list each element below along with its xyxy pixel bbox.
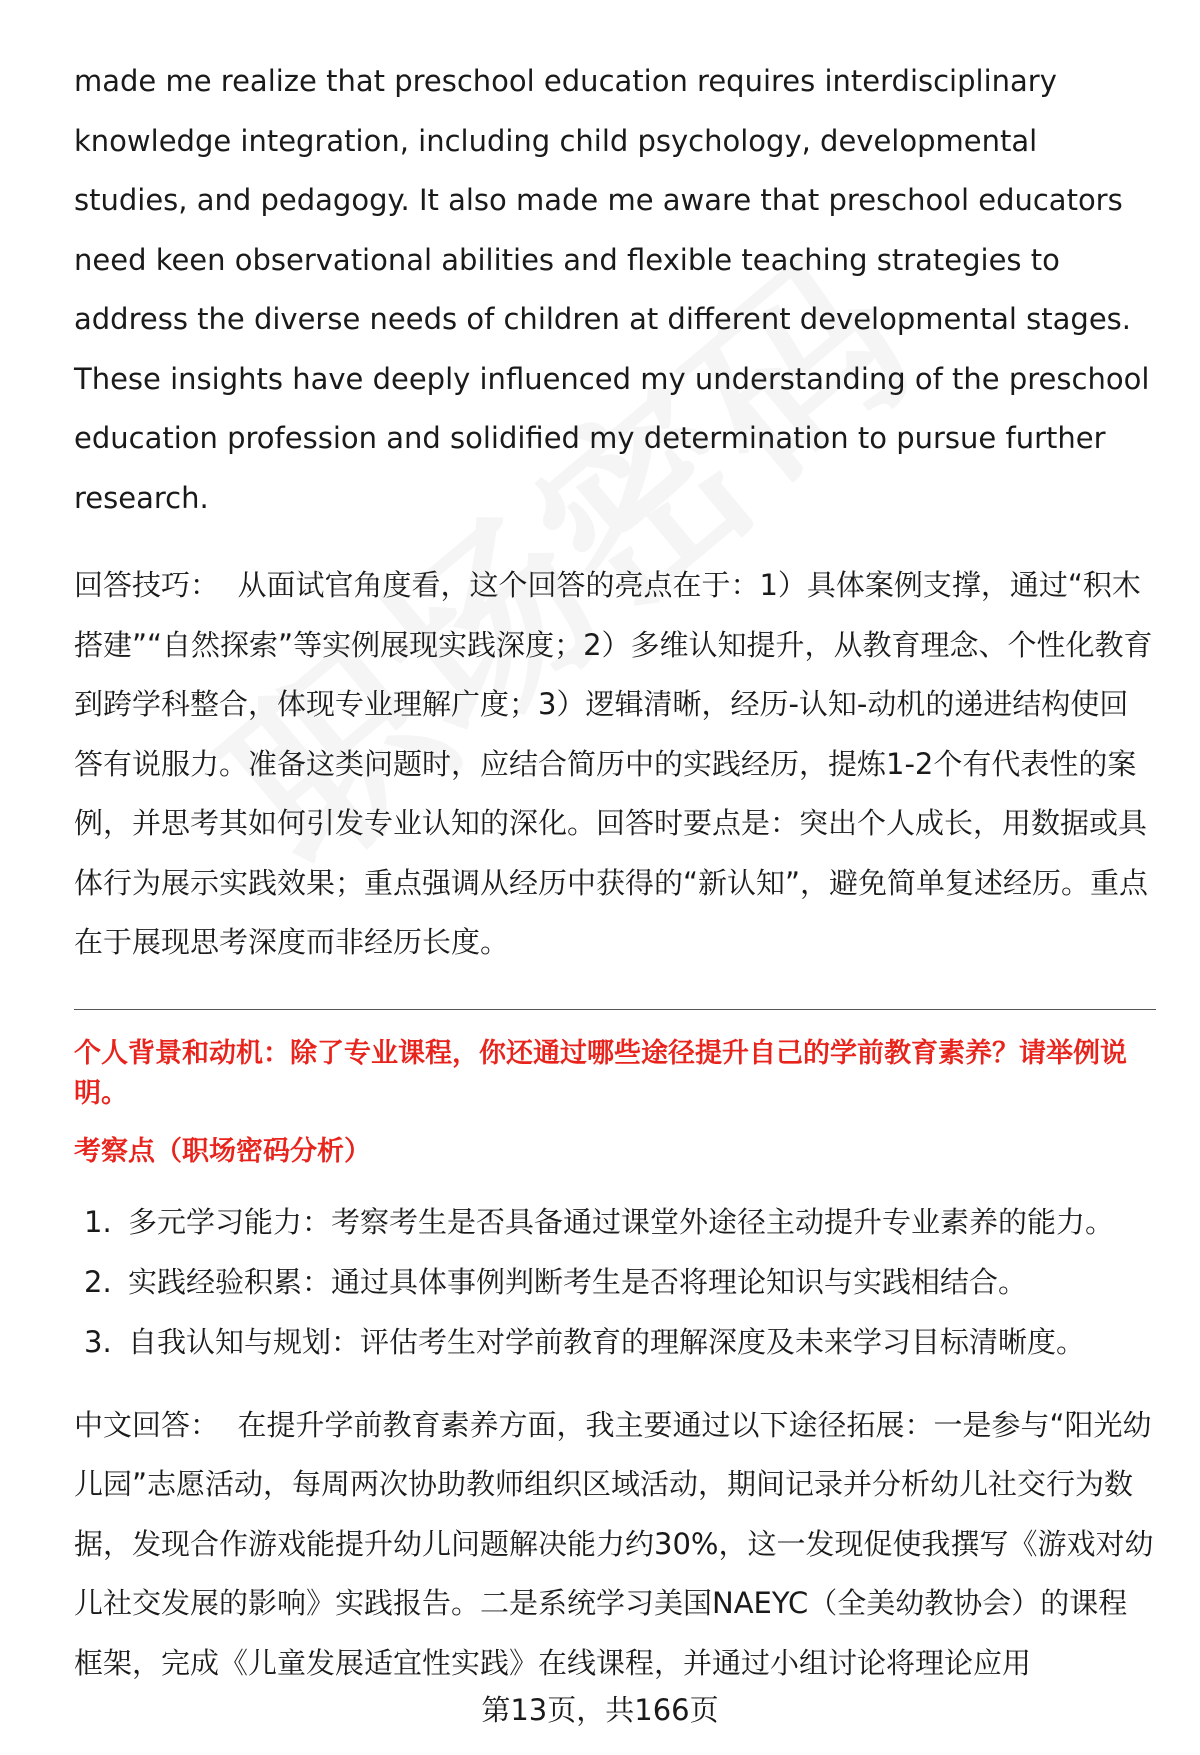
list-item-number: 2. — [84, 1264, 112, 1299]
list-item-number: 3. — [84, 1324, 112, 1359]
exam-points-list — [74, 1192, 1156, 1372]
list-item-number: 1. — [84, 1204, 112, 1239]
page-content — [74, 52, 1156, 1693]
list-item — [74, 1252, 1156, 1312]
list-item-text: 实践经验积累：通过具体事例判断考生是否将理论知识与实践相结合。 — [128, 1264, 1028, 1299]
list-item — [74, 1312, 1156, 1372]
exam-points-heading: 考察点（职场密码分析） — [74, 1135, 371, 1167]
chinese-answer-label: 中文回答： — [74, 1407, 220, 1442]
list-item — [74, 1192, 1156, 1252]
interview-question: 个人背景和动机：除了专业课程，你还通过哪些途径提升自己的学前教育素养？请举例说明。 — [74, 1037, 1127, 1109]
page-number-footer: 第13页，共166页 — [481, 1693, 719, 1727]
answer-tips-text: 从面试官角度看，这个回答的亮点在于：1）具体案例支撑，通过“积木搭建”“自然探索”等实例展现实践深度；2）多维认知提升，从教育理念、个性化教育到跨学科整合，体现专业理解广度；3）逻辑清晰，经历-认知-动机的递进结构使回答有说服力。准备这类问题时，应结合简历中的实践经历，提炼1-2个有代表性的案例，并思考其如何引发专业认知的深化。回答时要点是：突出个人成长，用数据或具体行为展示实践效果；重点强调从经历中获得的“新认知”，避免简单复述经历。重点在于展现思考深度而非经历长度。 — [74, 568, 1153, 959]
answer-tips-paragraph — [74, 556, 1156, 973]
chinese-answer-text: 在提升学前教育素养方面，我主要通过以下途径拓展：一是参与“阳光幼儿园”志愿活动，每周两次协助教师组织区域活动，期间记录并分析幼儿社交行为数据，发现合作游戏能提升幼儿问题解决能力约30%，这一发现促使我撰写《游戏对幼儿社交发展的影响》实践报告。二是系统学习美国NAEYC（全美幼教协会）的课程框架，完成《儿童发展适宜性实践》在线课程，并通过小组讨论将理论应用 — [74, 1407, 1154, 1680]
list-item-text: 多元学习能力：考察考生是否具备通过课堂外途径主动提升专业素养的能力。 — [128, 1204, 1115, 1239]
chinese-answer-paragraph — [74, 1396, 1156, 1694]
list-item-text: 自我认知与规划：评估考生对学前教育的理解深度及未来学习目标清晰度。 — [128, 1324, 1086, 1359]
english-answer-paragraph: made me realize that preschool education requires interdisciplinary knowledge integration, including child psychology, developmental studies, and pedagogy. It also made me aware that preschool educators need keen observational abilities and flexible teaching strategies to address the diverse needs of children at different developmental stages. These insights have deeply influenced my understanding of the preschool education profession and solidified my determination to pursue further research. — [74, 64, 1150, 515]
answer-tips-label: 回答技巧： — [74, 568, 220, 602]
section-divider — [74, 1009, 1156, 1010]
